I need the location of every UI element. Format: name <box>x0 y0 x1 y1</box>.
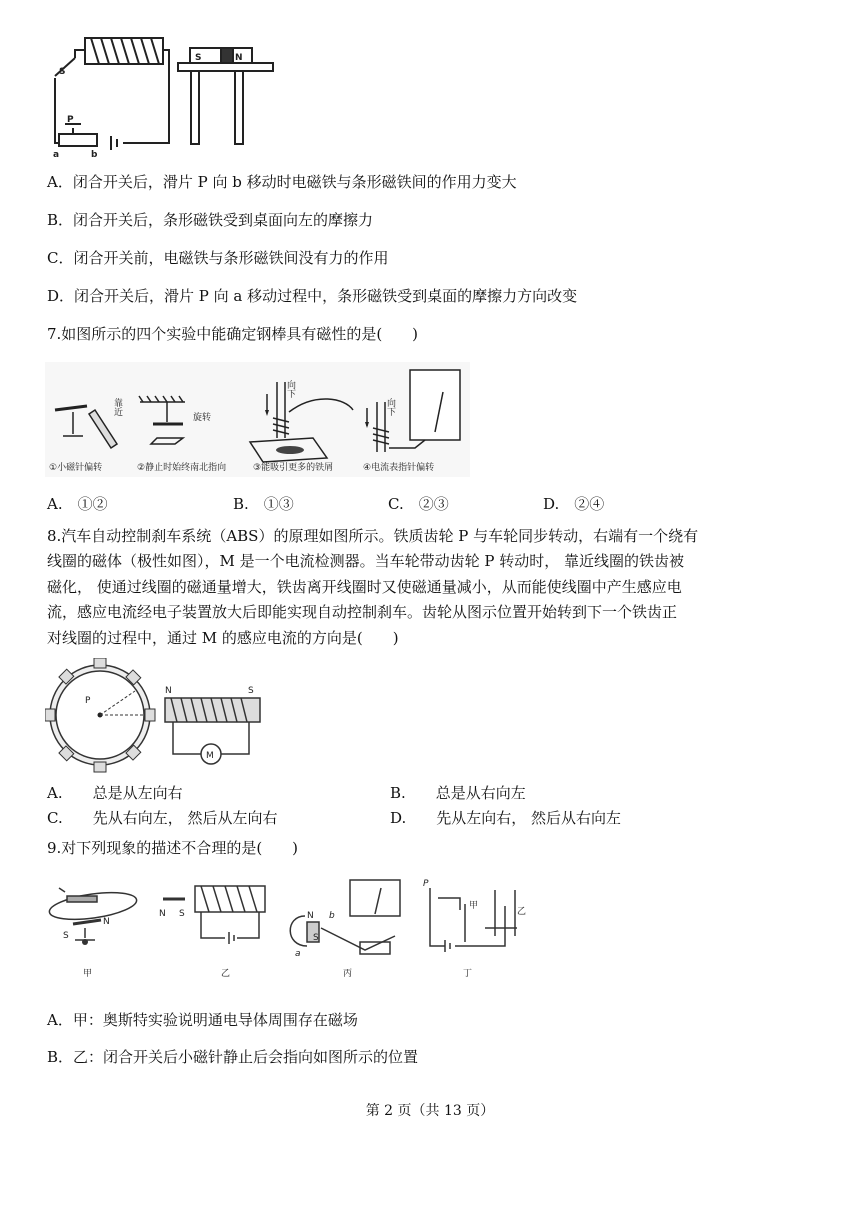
q8-option-a: A. 总是从左向右 <box>47 784 183 802</box>
q9-mark-P: P <box>423 879 429 889</box>
q6-option-c: C．闭合开关前，电磁铁与条形磁铁间没有力的作用 <box>47 249 389 267</box>
q8-label-M: M <box>206 751 214 761</box>
q6-label-S: S <box>59 67 66 77</box>
q6-label-a: a <box>53 150 60 158</box>
q9-stem: 9.对下列现象的描述不合理的是( ) <box>47 839 299 857</box>
q6-option-b: B．闭合开关后，条形磁铁受到桌面向左的摩擦力 <box>47 211 374 229</box>
q9-caption-ding: 丁 <box>463 969 473 979</box>
q6-circuit-figure <box>45 28 280 158</box>
q7-label-xiangxia-4: 向下 <box>385 398 395 416</box>
q9-mark-S1: S <box>63 931 69 941</box>
q7-caption-4: ④电流表指针偏转 <box>363 463 435 473</box>
q9-mark-N3: N <box>307 911 314 921</box>
q7-experiments-figure <box>45 362 470 477</box>
q8-stem-line-2: 线圈的磁体（极性如图），M 是一个电流检测器。当车轮带动齿轮 P 转动时， 靠近线圈的铁齿被 <box>47 552 685 570</box>
q7-caption-3: ③能吸引更多的铁屑 <box>253 463 334 473</box>
q8-stem-line-5: 对线圈的过程中，通过 M 的感应电流的方向是( ) <box>47 629 399 647</box>
q8-stem-line-1: 8.汽车自动控制刹车系统（ABS）的原理如图所示。铁质齿轮 P 与车轮同步转动，右端有一个绕有 <box>47 527 699 545</box>
q8-option-d: D. 先从左向右， 然后从右向左 <box>390 809 622 827</box>
q9-mark-a: a <box>295 949 301 959</box>
q7-label-xuanzhuan: 旋转 <box>193 413 212 423</box>
q6-option-a: A．闭合开关后，滑片 P 向 b 移动时电磁铁与条形磁铁间的作用力变大 <box>47 173 517 191</box>
q9-figure <box>45 876 535 986</box>
q6-magnet-S: S <box>195 53 202 63</box>
q9-mark-jia: 甲 <box>469 901 479 911</box>
q8-stem-line-3: 磁化， 使通过线圈的磁通量增大，铁齿离开线圈时又使磁通量减小，从而能使线圈中产生感应电 <box>47 578 682 596</box>
q9-caption-bing: 丙 <box>343 969 353 979</box>
page-footer: 第 2 页（共 13 页） <box>365 1103 495 1119</box>
q9-caption-yi: 乙 <box>221 969 231 979</box>
q9-mark-S3: S <box>313 933 319 943</box>
q8-stem-line-4: 流，感应电流经电子装置放大后即能实现自动控制刹车。齿轮从图示位置开始转到下一个铁齿正 <box>47 603 678 621</box>
q6-label-P: P <box>67 115 74 125</box>
q8-label-S: S <box>248 686 254 696</box>
q7-caption-2: ②静止时始终南北指向 <box>137 463 227 473</box>
q7-label-kaojin: 靠近 <box>112 398 122 416</box>
q7-option-c: C. ②③ <box>388 495 449 513</box>
q7-label-xiangxia-3: 向下 <box>285 380 295 398</box>
q6-magnet-N: N <box>235 53 243 63</box>
q7-caption-1: ①小磁针偏转 <box>49 463 103 473</box>
q9-option-a: A．甲：奥斯特实验说明通电导体周围存在磁场 <box>47 1011 358 1029</box>
q9-mark-yi: 乙 <box>517 907 527 917</box>
q6-option-d: D．闭合开关后，滑片 P 向 a 移动过程中，条形磁铁受到桌面的摩擦力方向改变 <box>47 287 578 305</box>
q9-option-b: B．乙：闭合开关后小磁针静止后会指向如图所示的位置 <box>47 1048 419 1066</box>
q6-label-b: b <box>91 150 98 158</box>
q7-stem: 7.如图所示的四个实验中能确定钢棒具有磁性的是( ) <box>47 325 419 343</box>
q7-option-a: A. ①② <box>47 495 108 513</box>
q9-mark-N1: N <box>103 917 110 927</box>
q8-label-P: P <box>85 696 91 706</box>
q8-option-b: B. 总是从右向左 <box>390 784 526 802</box>
q7-option-d: D. ②④ <box>543 495 605 513</box>
q8-option-c: C. 先从右向左， 然后从左向右 <box>47 809 278 827</box>
q7-option-b: B. ①③ <box>233 495 294 513</box>
q8-label-N: N <box>165 686 172 696</box>
q9-mark-b: b <box>329 911 335 921</box>
q8-gear-figure <box>45 658 270 773</box>
q9-caption-jia: 甲 <box>83 969 93 979</box>
q9-mark-S2: S <box>179 909 185 919</box>
q9-mark-N2: N <box>159 909 166 919</box>
